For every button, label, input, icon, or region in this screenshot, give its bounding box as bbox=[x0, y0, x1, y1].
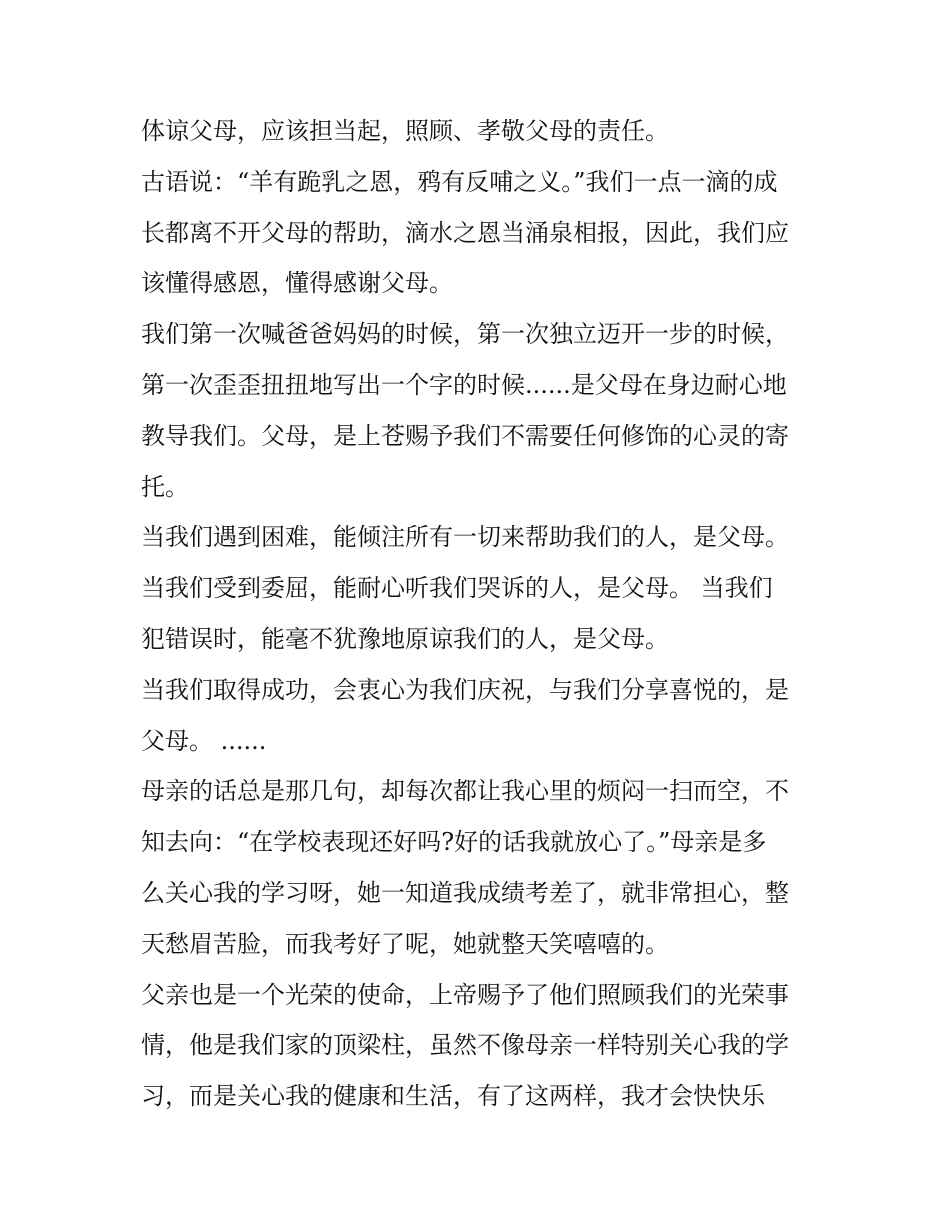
text-line: 托。 bbox=[141, 472, 189, 501]
text-line: 教导我们。父母，是上苍赐予我们不需要任何修饰的心灵的寄 bbox=[141, 421, 789, 450]
text-line: 古语说：“羊有跪乳之恩，鸦有反哺之义。”我们一点一滴的成 bbox=[141, 167, 778, 196]
text-line: 该懂得感恩，懂得感谢父母。 bbox=[141, 269, 453, 298]
document-body bbox=[141, 106, 821, 1122]
text-line: 情，他是我们家的顶梁柱，虽然不像母亲一样特别关心我的学 bbox=[141, 1031, 789, 1060]
text-line: 父亲也是一个光荣的使命，上帝赐予了他们照顾我们的光荣事 bbox=[141, 980, 789, 1009]
text-line: 天愁眉苦脸，而我考好了呢，她就整天笑嘻嘻的。 bbox=[141, 929, 669, 958]
text-line: 体谅父母，应该担当起，照顾、孝敬父母的责任。 bbox=[141, 117, 669, 145]
text-line: 母亲的话总是那几句，却每次都让我心里的烦闷一扫而空，不 bbox=[141, 777, 789, 806]
text-line: 长都离不开父母的帮助，滴水之恩当涌泉相报，因此，我们应 bbox=[141, 218, 789, 247]
text-line: 当我们取得成功，会衷心为我们庆祝，与我们分享喜悦的，是 bbox=[141, 675, 789, 704]
text-line: 当我们遇到困难，能倾注所有一切来帮助我们的人，是父母。 bbox=[141, 523, 789, 552]
text-line: 当我们受到委屈，能耐心听我们哭诉的人，是父母。 当我们 bbox=[141, 574, 773, 603]
text-line: 习，而是关心我的健康和生活，有了这两样，我才会快快乐 bbox=[141, 1082, 765, 1111]
text-line: 知去向：“在学校表现还好吗?好的话我就放心了。”母亲是多 bbox=[141, 828, 767, 857]
text-line: 父母。 ...... bbox=[141, 726, 267, 755]
text-line: 犯错误时，能毫不犹豫地原谅我们的人，是父母。 bbox=[141, 624, 669, 653]
text-line: 么关心我的学习呀，她一知道我成绩考差了，就非常担心，整 bbox=[141, 878, 789, 907]
text-line: 我们第一次喊爸爸妈妈的时候，第一次独立迈开一步的时候， bbox=[141, 320, 789, 349]
text-line: 第一次歪歪扭扭地写出一个字的时候......是父母在身边耐心地 bbox=[141, 370, 787, 399]
